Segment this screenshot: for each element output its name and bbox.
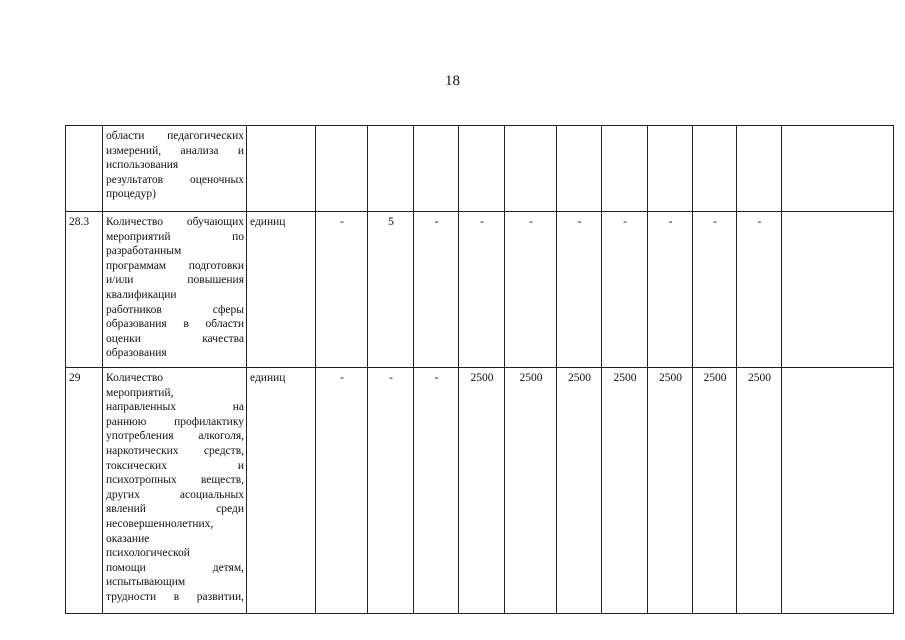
description-line: и/или повышения xyxy=(106,274,244,287)
table-row xyxy=(66,368,894,614)
value-cell: - xyxy=(602,212,648,368)
value-cell xyxy=(414,126,459,212)
value-cell xyxy=(316,126,368,212)
indicator-description-cell xyxy=(103,212,247,368)
value-cell: - xyxy=(737,212,782,368)
description-line: несовершеннолетних, xyxy=(106,517,214,530)
indicator-description-cell xyxy=(103,126,247,212)
value-cell: - xyxy=(316,368,368,614)
description-line: явлений среди xyxy=(106,503,244,516)
description-line: психотропных веществ, xyxy=(106,474,244,487)
description-line: трудности в развитии, xyxy=(106,590,244,603)
row-number-cell: 29 xyxy=(66,368,103,614)
description-line: Количество xyxy=(106,372,163,384)
value-cell: - xyxy=(459,212,505,368)
value-cell xyxy=(737,126,782,212)
value-cell: - xyxy=(316,212,368,368)
value-cell xyxy=(368,126,414,212)
value-cell xyxy=(557,126,602,212)
description-line: оказание xyxy=(106,532,150,545)
value-cell: 2500 xyxy=(505,368,557,614)
value-cell: 2500 xyxy=(737,368,782,614)
description-line: мероприятий, xyxy=(106,386,174,399)
description-line: образования в области xyxy=(106,318,244,331)
value-cell xyxy=(782,368,894,614)
row-number-cell xyxy=(66,126,103,212)
table-row xyxy=(66,126,894,212)
indicator-table xyxy=(65,125,894,614)
value-cell: - xyxy=(693,212,737,368)
value-cell: - xyxy=(505,212,557,368)
indicator-description-cell xyxy=(103,368,247,614)
description-line: других асоциальных xyxy=(106,488,244,501)
value-cell xyxy=(505,126,557,212)
description-line: мероприятий по xyxy=(106,230,244,243)
row-number-cell: 28.3 xyxy=(66,212,103,368)
description-line: результатов оценочных xyxy=(106,173,244,186)
value-cell xyxy=(693,126,737,212)
description-line: помощи детям, xyxy=(106,561,244,574)
description-line: работников сферы xyxy=(106,303,244,316)
description-line: разработанным xyxy=(106,245,182,258)
value-cell: 2500 xyxy=(557,368,602,614)
description-line: квалификации xyxy=(106,288,177,301)
description-line: наркотических средств, xyxy=(106,444,244,457)
value-cell xyxy=(602,126,648,212)
description-line: процедур) xyxy=(106,188,156,201)
description-line: токсических и xyxy=(106,459,244,472)
description-line: Количество обучающих xyxy=(106,216,244,228)
value-cell: 2500 xyxy=(648,368,693,614)
description-line: программам подготовки xyxy=(106,259,244,272)
value-cell: - xyxy=(557,212,602,368)
value-cell: 2500 xyxy=(693,368,737,614)
unit-cell xyxy=(247,126,316,212)
value-cell xyxy=(648,126,693,212)
description-line: раннюю профилактику xyxy=(106,415,244,428)
description-line: психологической xyxy=(106,547,190,560)
description-line: оценки качества xyxy=(106,332,244,345)
value-cell: - xyxy=(414,368,459,614)
value-cell: - xyxy=(368,368,414,614)
value-cell: 2500 xyxy=(602,368,648,614)
value-cell: - xyxy=(414,212,459,368)
value-cell: 5 xyxy=(368,212,414,368)
value-cell xyxy=(782,126,894,212)
unit-cell: единиц xyxy=(247,212,316,368)
table-row xyxy=(66,212,894,368)
value-cell xyxy=(459,126,505,212)
unit-cell: единиц xyxy=(247,368,316,614)
value-cell: - xyxy=(648,212,693,368)
description-line: образования xyxy=(106,347,167,360)
page-number: 18 xyxy=(445,73,460,89)
description-line: использования xyxy=(106,159,179,172)
description-line: измерений, анализа и xyxy=(106,144,244,157)
value-cell: 2500 xyxy=(459,368,505,614)
description-line: области педагогических xyxy=(106,130,244,142)
description-line: направленных на xyxy=(106,401,244,414)
description-line: употребления алкоголя, xyxy=(106,430,244,443)
description-line: испытывающим xyxy=(106,576,186,589)
value-cell xyxy=(782,212,894,368)
